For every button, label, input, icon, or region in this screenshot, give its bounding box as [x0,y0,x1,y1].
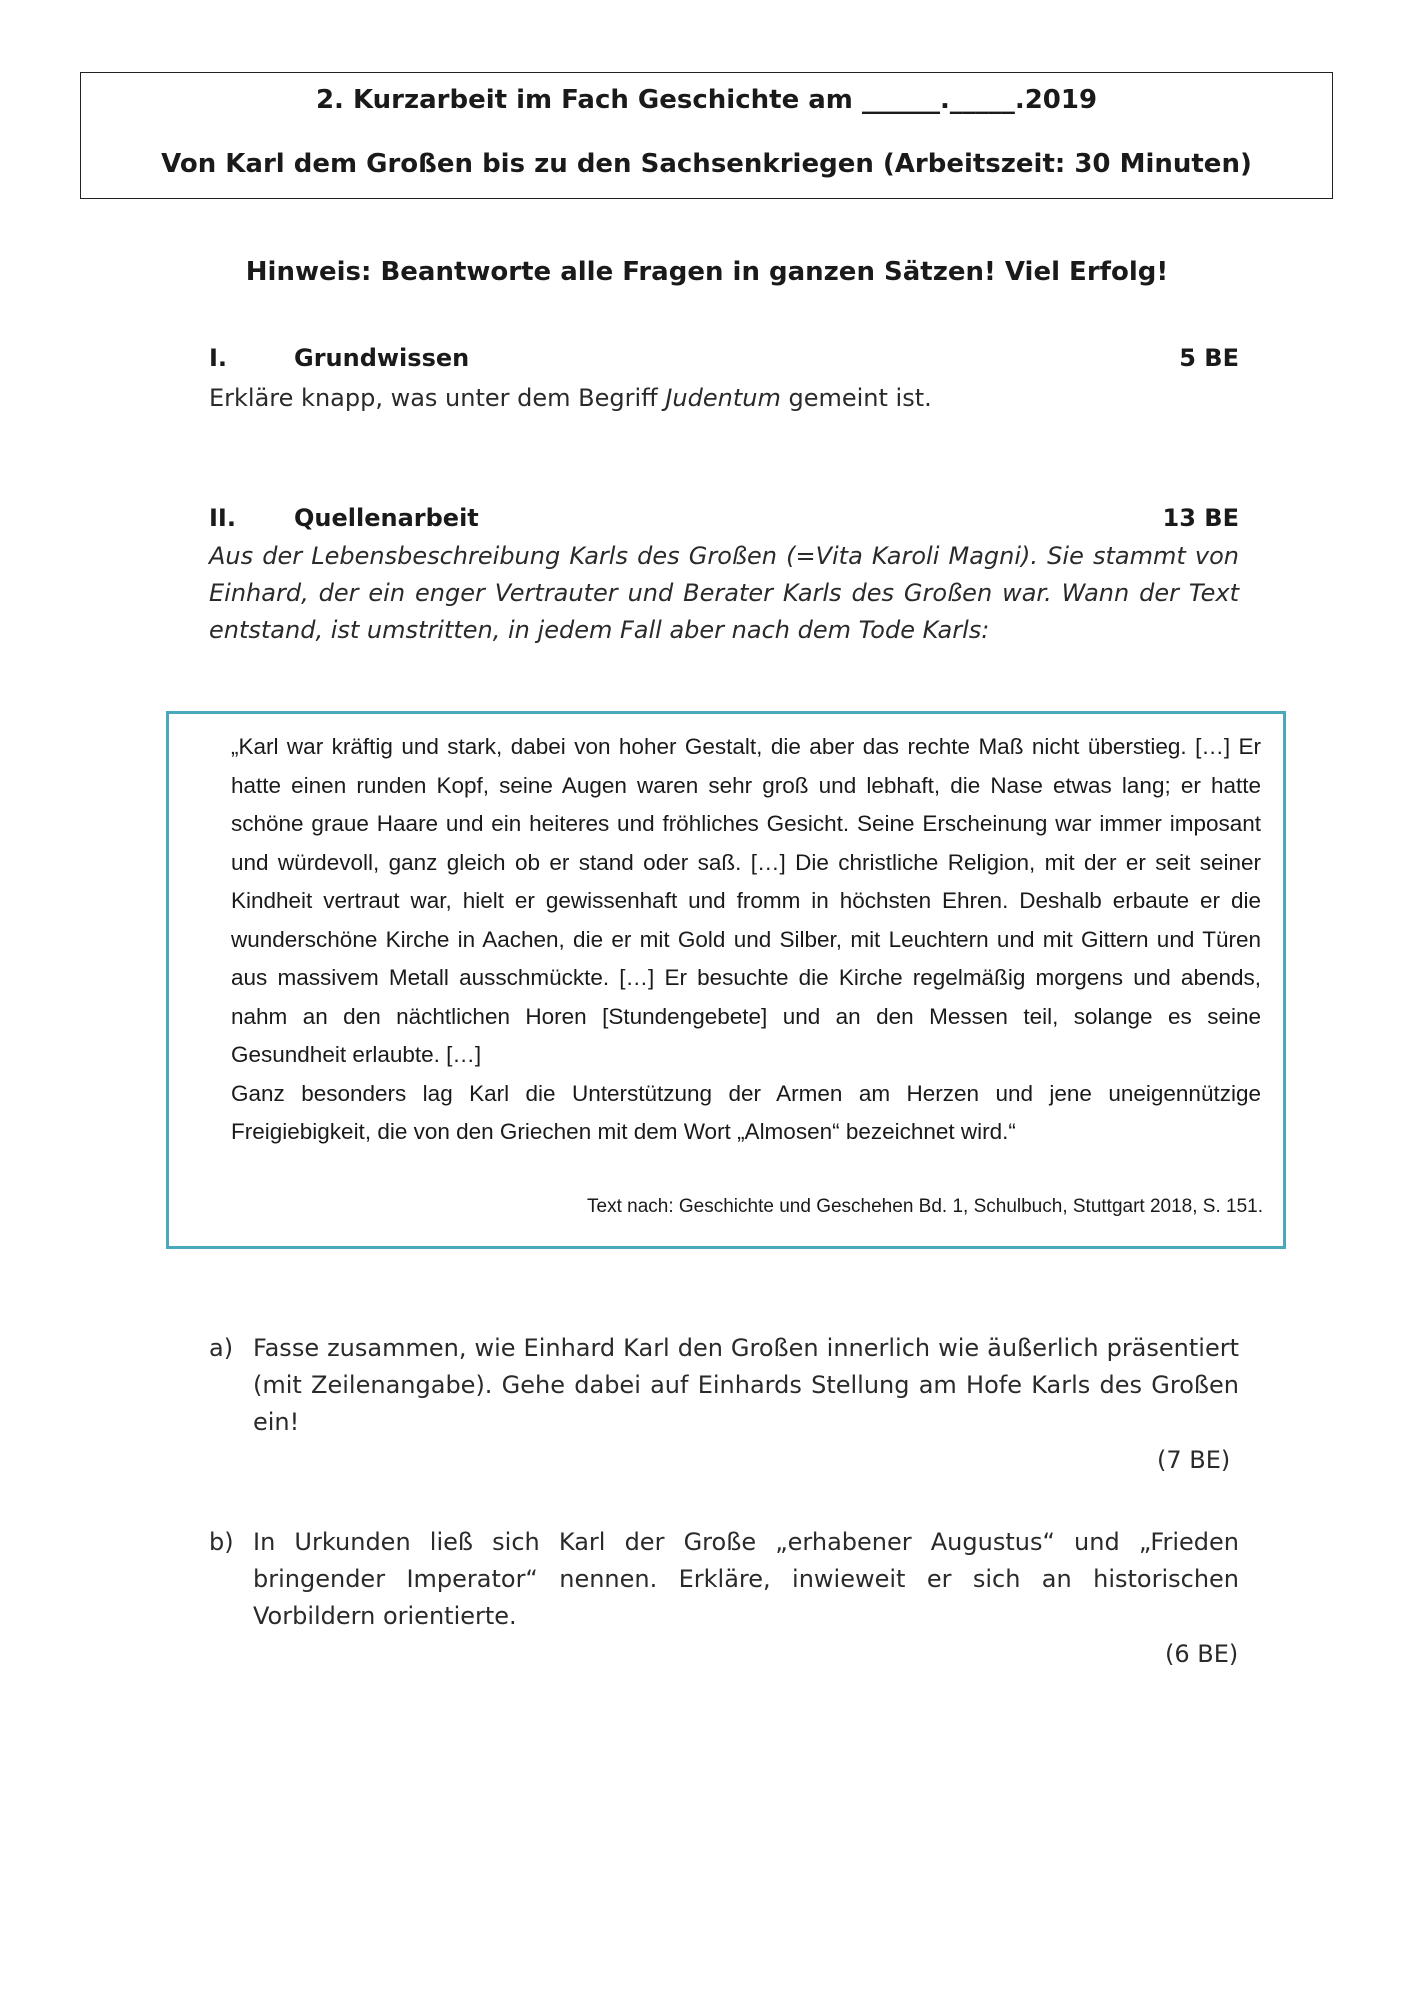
quote-paragraph-2: Ganz besonders lag Karl die Unterstützung der Armen am Herzen und jene uneigennützige Freigiebigkeit, die von den Griechen mit dem Wort „Almosen“ bezeichnet wird.“ [231,1080,1261,1144]
section2-points: 13 BE [1162,504,1239,532]
task-a-points: (7 BE) [1157,1446,1231,1474]
section1-task [209,380,1239,417]
section1-points: 5 BE [1179,344,1239,372]
task-a-text: Fasse zusammen, wie Einhard Karl den Großen innerlich wie äußerlich präsentiert (mit Zeilenangabe). Gehe dabei auf Einhards Stellung am Hofe Karls des Großen ein! [253,1334,1239,1436]
section2-intro: Aus der Lebensbeschreibung Karls des Großen (=Vita Karoli Magni). Sie stammt von Einhard, der ein enger Vertrauter und Berater Karls des Großen war. Wann der Text entstand, ist umstritten, in jedem Fall aber nach dem Tode Karls: [209,542,1239,644]
quote-source: Text nach: Geschichte und Geschehen Bd. 1, Schulbuch, Stuttgart 2018, S. 151. [587,1196,1263,1217]
section1-number: I. [209,344,228,372]
task-a-letter: a) [209,1334,234,1362]
exam-title: 2. Kurzarbeit im Fach Geschichte am ______._____.2019 [315,85,1098,115]
section2-title: Quellenarbeit [294,504,479,532]
exam-hint: Hinweis: Beantworte alle Fragen in ganzen Sätzen! Viel Erfolg! [245,257,1169,287]
quote-paragraph-1: „Karl war kräftig und stark, dabei von hoher Gestalt, die aber das rechte Maß nicht überstieg. […] Er hatte einen runden Kopf, seine Augen waren sehr groß und lebhaft, die Nase etwas lang; er hatte schöne graue Haare und ein heiteres und fröhliches Gesicht. Seine Erscheinung war immer imposant und würdevoll, ganz gleich ob er stand oder saß. […] Die christliche Religion, mit der er seit seiner Kindheit vertraut war, hielt er gewissenhaft und fromm in höchsten Ehren. Deshalb erbaute er die wunderschöne Kirche in Aachen, die er mit Gold und Silber, mit Leuchtern und mit Gittern und Türen aus massivem Metall ausschmückte. […] Er besuchte die Kirche regelmäßig morgens und abends, nahm an den nächtlichen Horen [Stundengebete] und an den Messen teil, solange es seine Gesundheit erlaubte. […] [231,734,1261,1067]
task-b-text: In Urkunden ließ sich Karl der Große „erhabener Augustus“ und „Frieden bringender Imperator“ nennen. Erkläre, inwieweit er sich an historischen Vorbildern orientierte. [253,1528,1239,1630]
source-quote-box [166,711,1286,1249]
source-quote-text [231,728,1261,1152]
task-b-points: (6 BE) [1165,1640,1239,1668]
section2-number: II. [209,504,236,532]
task-b-letter: b) [209,1528,234,1556]
section1-title: Grundwissen [294,344,470,372]
section1-task-term: Judentum [665,384,781,412]
exam-header [80,72,1333,199]
exam-subtitle: Von Karl dem Großen bis zu den Sachsenkriegen (Arbeitszeit: 30 Minuten) [161,149,1252,179]
section1-task-before: Erkläre knapp, was unter dem Begriff [209,384,666,412]
section1-task-after: gemeint ist. [780,384,932,412]
